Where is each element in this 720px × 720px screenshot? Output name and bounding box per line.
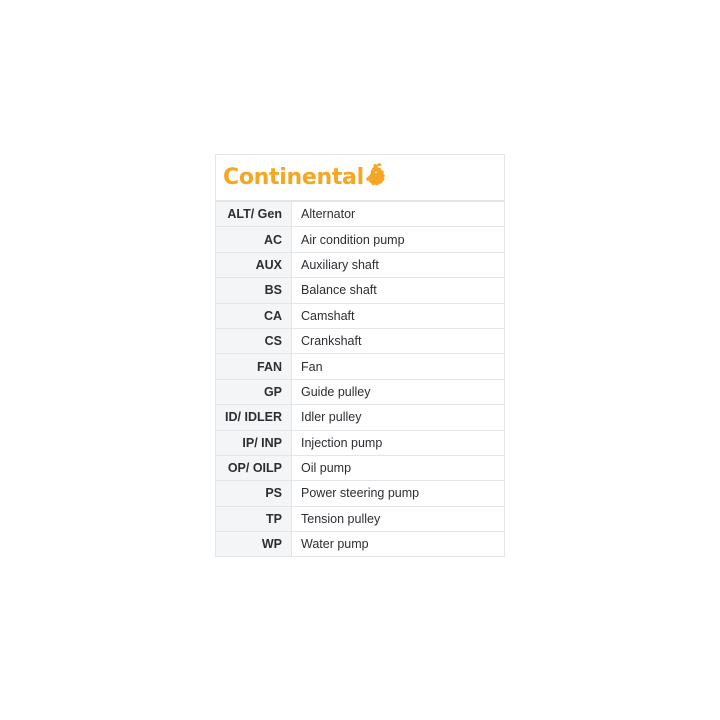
table-row [216,354,505,379]
row-abbreviation: CS [216,328,292,353]
row-description: Tension pulley [292,506,505,531]
row-abbreviation: BS [216,278,292,303]
row-description: Auxiliary shaft [292,252,505,277]
row-description: Water pump [292,532,505,557]
table-row [216,328,505,353]
row-description: Guide pulley [292,379,505,404]
row-description: Balance shaft [292,278,505,303]
table-body [216,202,505,557]
row-description: Oil pump [292,455,505,480]
abbreviation-table [215,201,505,557]
table-row [216,278,505,303]
table-row [216,227,505,252]
brand-header [215,154,505,201]
row-description: Power steering pump [292,481,505,506]
row-description: Crankshaft [292,328,505,353]
row-description: Camshaft [292,303,505,328]
table-row [216,252,505,277]
row-abbreviation: GP [216,379,292,404]
row-description: Air condition pump [292,227,505,252]
row-abbreviation: TP [216,506,292,531]
continental-horse-icon [366,162,388,188]
row-description: Injection pump [292,430,505,455]
table-row [216,405,505,430]
table-row [216,481,505,506]
row-description: Fan [292,354,505,379]
table-row [216,202,505,227]
table-row [216,532,505,557]
row-abbreviation: FAN [216,354,292,379]
row-abbreviation: ALT/ Gen [216,202,292,227]
table-row [216,455,505,480]
row-abbreviation: WP [216,532,292,557]
row-abbreviation: PS [216,481,292,506]
row-abbreviation: AC [216,227,292,252]
row-abbreviation: CA [216,303,292,328]
table-row [216,379,505,404]
abbreviation-legend-card [215,154,505,557]
table-row [216,303,505,328]
continental-logo [223,165,388,191]
row-abbreviation: AUX [216,252,292,277]
table-row [216,430,505,455]
row-abbreviation: ID/ IDLER [216,405,292,430]
row-description: Alternator [292,202,505,227]
brand-wordmark: Continental [223,164,364,190]
row-abbreviation: OP/ OILP [216,455,292,480]
table-row [216,506,505,531]
row-description: Idler pulley [292,405,505,430]
row-abbreviation: IP/ INP [216,430,292,455]
